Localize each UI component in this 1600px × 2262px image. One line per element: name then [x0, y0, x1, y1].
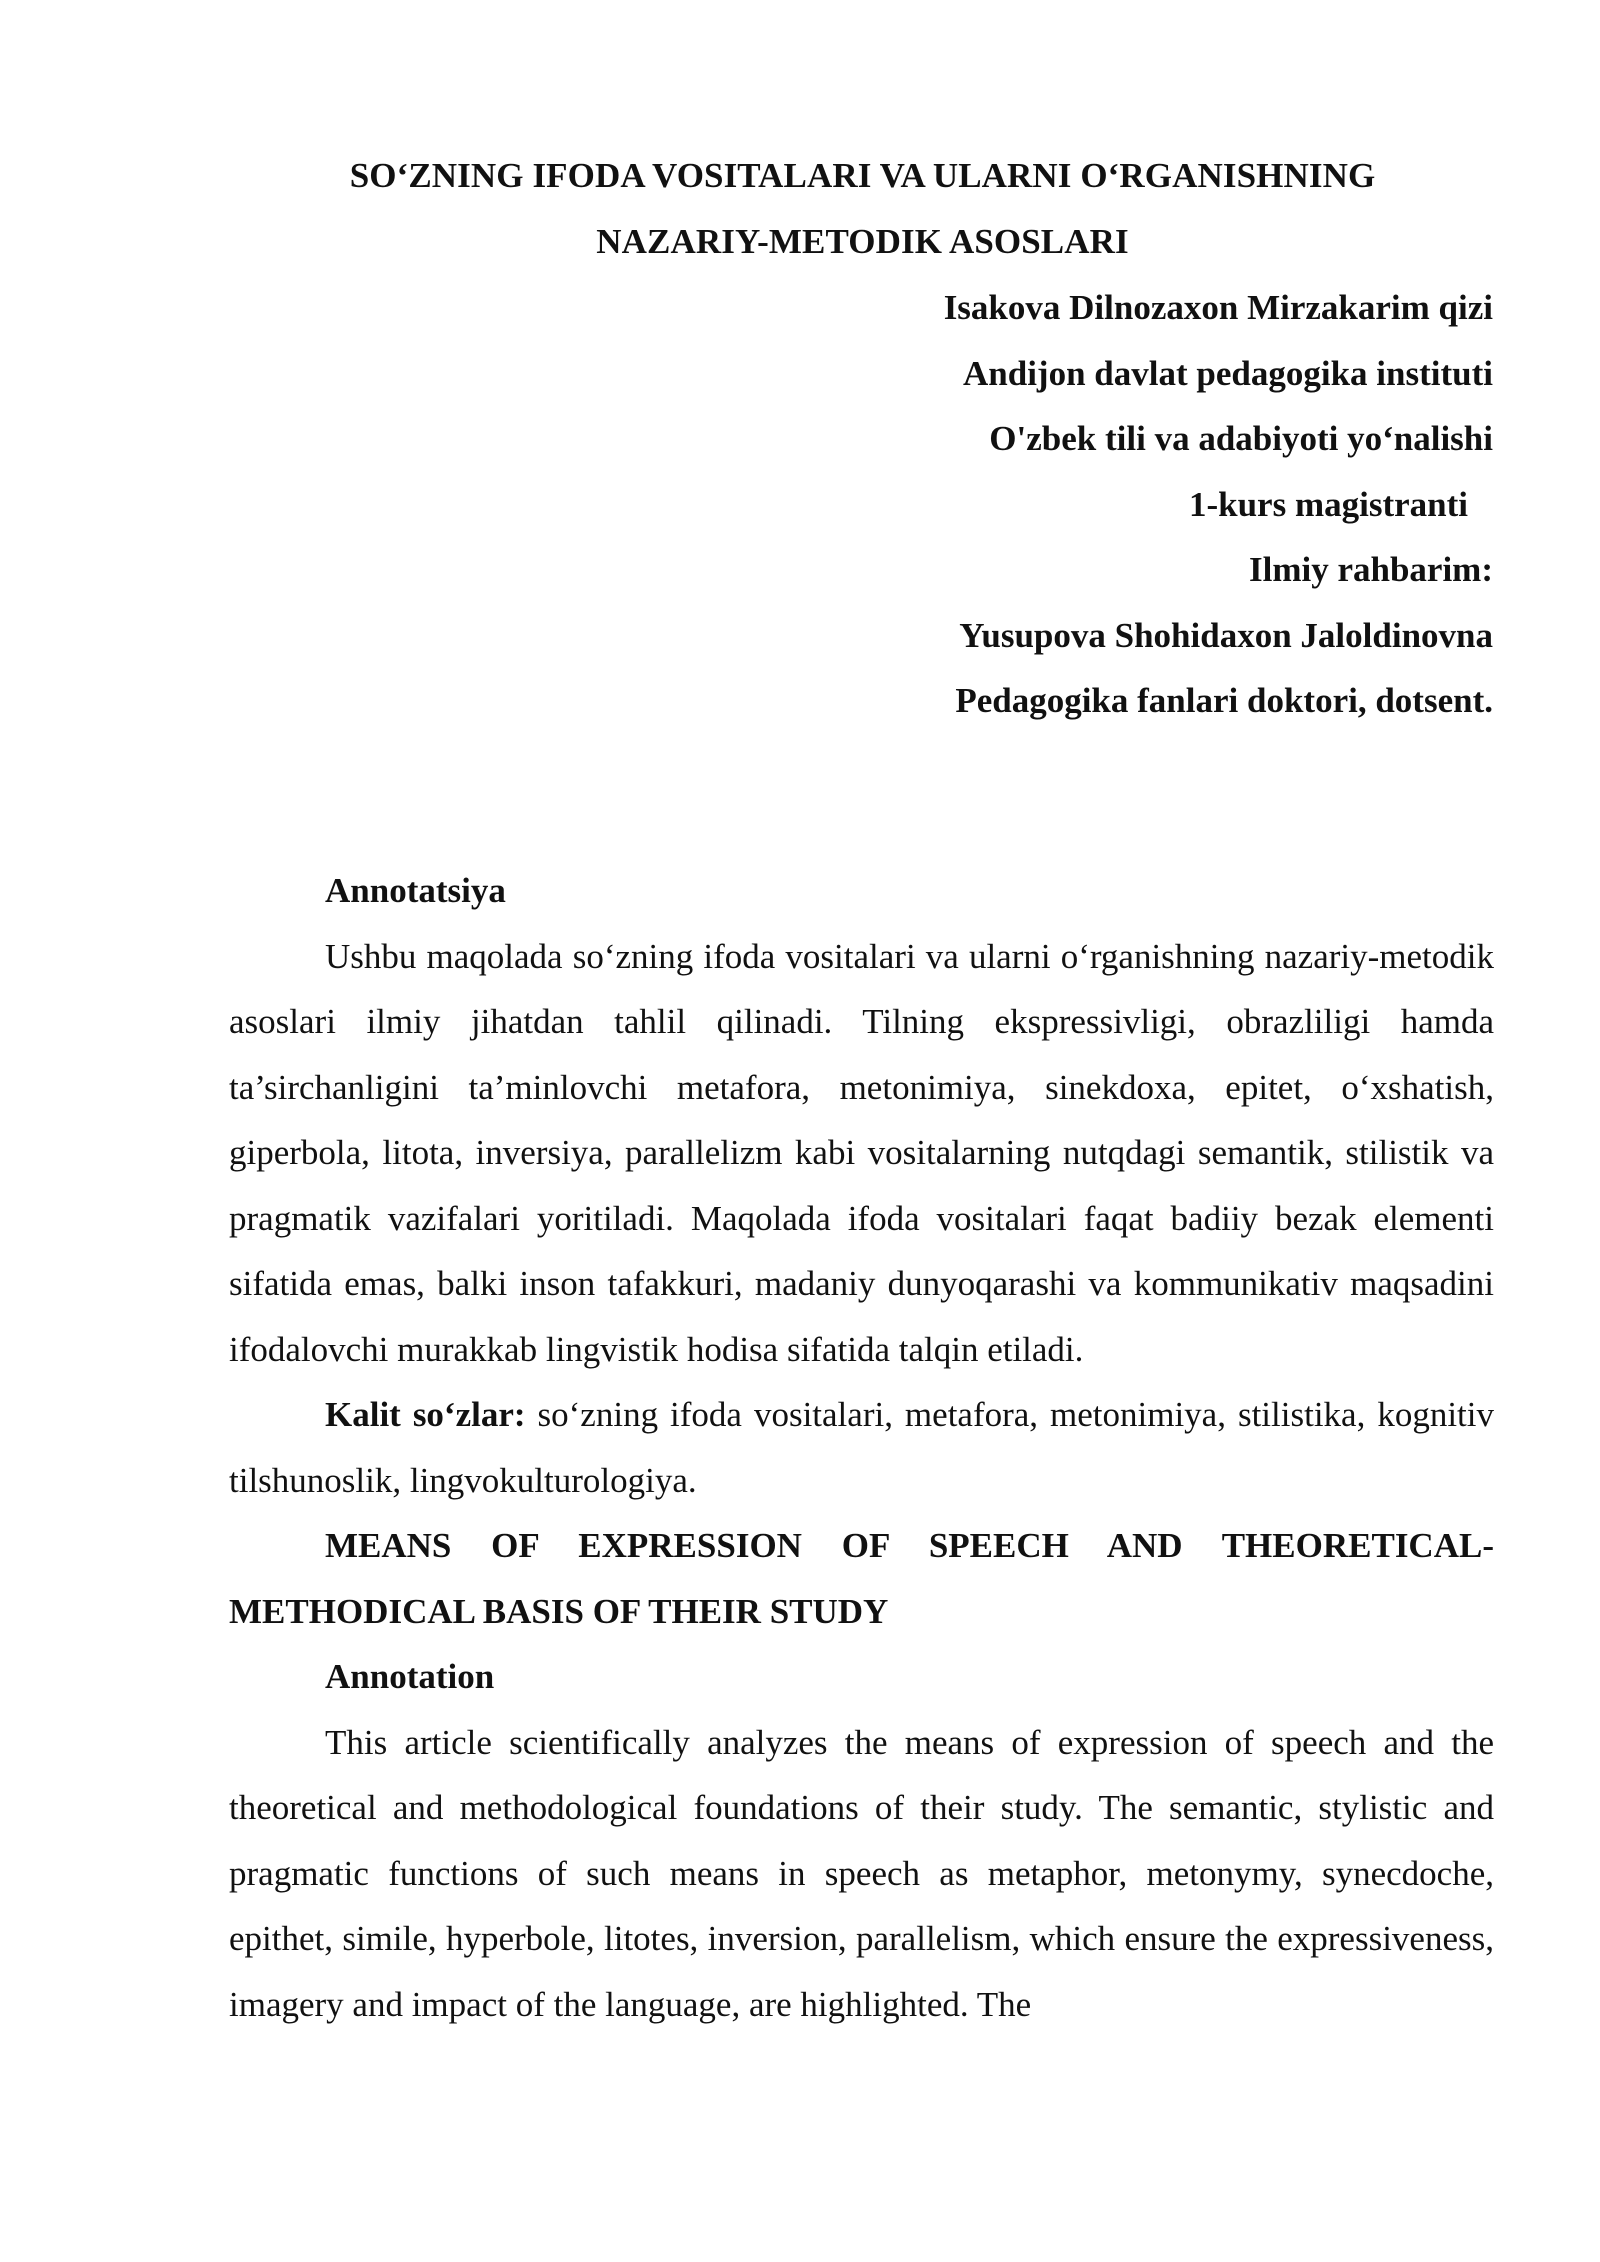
- supervisor-title: Pedagogika fanlari doktori, dotsent.: [955, 681, 1493, 720]
- supervisor-label: Ilmiy rahbarim:: [1248, 550, 1493, 589]
- en-title: MEANS OF EXPRESSION OF SPEECH AND THEORETICAL-METHODICAL BASIS OF THEIR STUDY: [229, 1526, 1494, 1631]
- article-body: [229, 858, 1494, 2037]
- uz-keywords-label: Kalit so‘zlar:: [325, 1395, 526, 1434]
- supervisor-name: Yusupova Shohidaxon Jaloldinovna: [959, 615, 1493, 655]
- uz-abstract: Ushbu maqolada so‘zning ifoda vositalari va ularni o‘rganishning nazariy-metodik asoslari ilmiy jihatdan tahlil qilinadi. Tilning ekspressivligi, obrazliligi hamda ta’sirchanligini ta’minlovchi metafora, metonimiya, sinekdoxa, epitet, o‘xshatish, giperbola, litota, inversiya, parallelizm kabi vositalarning nutqdagi semantik, stilistik va pragmatik vazifalari yoritiladi. Maqolada ifoda vositalari faqat badiiy bezak elementi sifatida emas, balki inson tafakkuri, madaniy dunyoqarashi va kommunikativ maqsadini ifodalovchi murakkab lingvistik hodisa sifatida talqin etiladi.: [229, 936, 1494, 1369]
- author-department: O'zbek tili va adabiyoti yo‘nalishi: [989, 419, 1493, 458]
- author-institution: Andijon davlat pedagogika instituti: [963, 353, 1493, 393]
- uz-keywords-text: so‘zning ifoda vositalari, metafora, metonimiya, stilistika, kognitiv tilshunoslik, lingvokulturologiya.: [229, 1395, 1494, 1500]
- article-title: [230, 143, 1495, 275]
- article-title-line-1: SO‘ZNING IFODA VOSITALARI VA ULARNI O‘RGANISHNING: [349, 156, 1376, 195]
- en-abstract: This article scientifically analyzes the means of expression of speech and the theoretical and methodological foundations of their study. The semantic, stylistic and pragmatic functions of such means in speech as metaphor, metonymy, synecdoche, epithet, simile, hyperbole, litotes, inversion, parallelism, which ensure the expressiveness, imagery and impact of the language, are highlighted. The: [229, 1722, 1494, 2024]
- en-annotation-heading: Annotation: [325, 1657, 495, 1696]
- article-title-line-2: NAZARIY-METODIK ASOSLARI: [596, 222, 1129, 261]
- author-status: 1-kurs magistranti: [1188, 484, 1468, 524]
- uz-annotation-heading: Annotatsiya: [325, 871, 506, 910]
- author-name: Isakova Dilnozaxon Mirzakarim qizi: [943, 288, 1493, 327]
- uz-keywords: [229, 1382, 1494, 1513]
- author-info: [593, 275, 1493, 734]
